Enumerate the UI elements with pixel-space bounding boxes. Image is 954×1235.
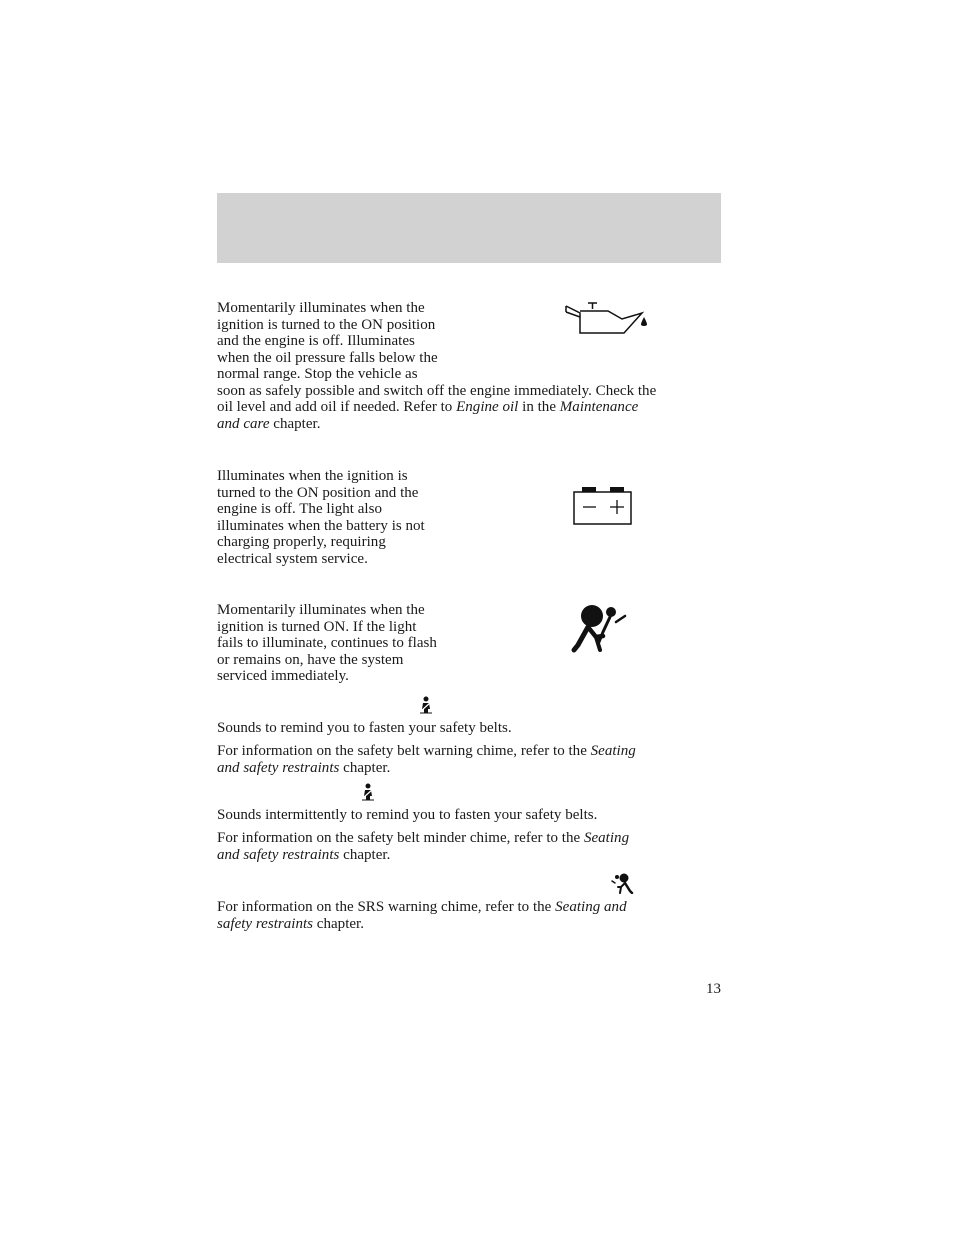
seating-restraints-reference: safety restraints [217, 915, 314, 932]
charging-system-description: Illuminates when the ignition is turned to the ON position and the engine is off. The light also illuminates when the battery is not charging properly, requiring electrical system service. [217, 468, 425, 567]
srs-warning-chime-info: For information on the SRS warning chime, refer to the Seating and safety restraints chapter. [217, 899, 627, 932]
airbag-occupant-icon [610, 873, 634, 894]
oil-pressure-description: Momentarily illuminates when the ignition is turned to the ON position and the engine is off. Illuminates when the oil pressure falls below the normal range. Stop the vehicle as soon as safely possible and switch off the engine immediately. Check the oil level and add oil if needed. Refer to Engine oil in the Maintenance and care chapter. [217, 300, 657, 432]
seating-restraints-reference: and safety restraints [217, 759, 340, 776]
page-number: 13 [706, 981, 721, 997]
oil-can-icon [562, 300, 652, 338]
seatbelt-icon [360, 783, 376, 801]
safety-belt-minder-chime-text: Sounds intermittently to remind you to fasten your safety belts. [217, 807, 598, 823]
safety-belt-warning-chime-text: Sounds to remind you to fasten your safety belts. [217, 720, 512, 736]
section-header-band [217, 193, 721, 263]
maintenance-care-reference: and care [217, 415, 270, 432]
seatbelt-icon [418, 696, 434, 714]
engine-oil-reference: Engine oil [456, 399, 519, 415]
safety-belt-warning-chime-info: For information on the safety belt warning chime, refer to the Seating and safety restraints chapter. [217, 743, 636, 776]
safety-belt-minder-chime-info: For information on the safety belt minder chime, refer to the Seating and safety restraints chapter. [217, 830, 630, 863]
airbag-occupant-icon [570, 602, 630, 654]
air-bag-readiness-description: Momentarily illuminates when the ignition is turned ON. If the light fails to illuminate, continues to flash or remains on, have the system serviced immediately. [217, 602, 437, 684]
battery-icon [570, 484, 636, 528]
seating-restraints-reference: and safety restraints [217, 846, 340, 863]
